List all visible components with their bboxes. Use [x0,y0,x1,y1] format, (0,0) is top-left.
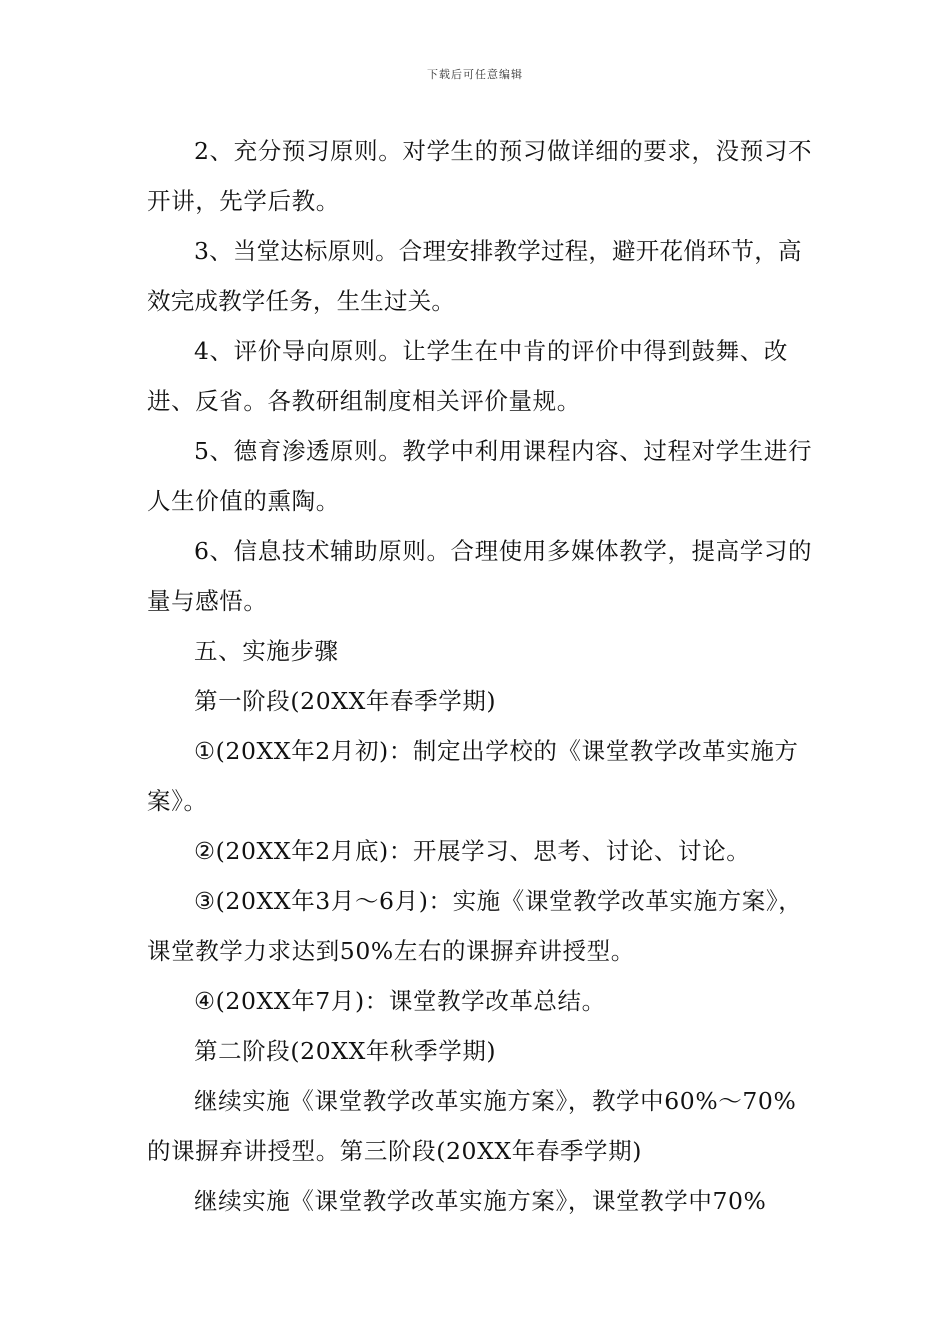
section-heading-steps: 五、实施步骤 [194,637,339,665]
stage-1-step-3: ③(20XX年3月～6月)：实施《课堂教学改革实施方案》，课堂教学力求达到50%左右的课摒弃讲授型。 [147,887,803,965]
stage-2-content: 继续实施《课堂教学改革实施方案》，教学中60%～70%的课摒弃讲授型。第三阶段(20XX年春季学期) [147,1087,797,1165]
paragraph-principle-4: 4、评价导向原则。让学生在中肯的评价中得到鼓舞、改进、反省。各教研组制度相关评价量规。 [147,337,788,415]
stage-1-heading: 第一阶段(20XX年春季学期) [194,687,497,715]
stage-1-step-4: ④(20XX年7月)：课堂教学改革总结。 [194,987,606,1015]
stage-1-step-1: ①(20XX年2月初)：制定出学校的《课堂教学改革实施方案》。 [147,737,799,815]
stage-2-heading: 第二阶段(20XX年秋季学期) [194,1037,497,1065]
paragraph-principle-3: 3、当堂达标原则。合理安排教学过程，避开花俏环节，高效完成教学任务，生生过关。 [147,237,802,315]
document-body [147,126,819,1226]
paragraph-principle-5: 5、德育渗透原则。教学中利用课程内容、过程对学生进行人生价值的熏陶。 [147,437,813,515]
stage-1-step-2: ②(20XX年2月底)：开展学习、思考、讨论、讨论。 [194,837,751,865]
stage-3-content: 继续实施《课堂教学改革实施方案》，课堂教学中70% [194,1187,767,1215]
paragraph-principle-2: 2、充分预习原则。对学生的预习做详细的要求，没预习不开讲，先学后教。 [147,137,813,215]
paragraph-principle-6: 6、信息技术辅助原则。合理使用多媒体教学，提高学习的量与感悟。 [147,537,813,615]
header-note: 下载后可任意编辑 [427,68,523,81]
